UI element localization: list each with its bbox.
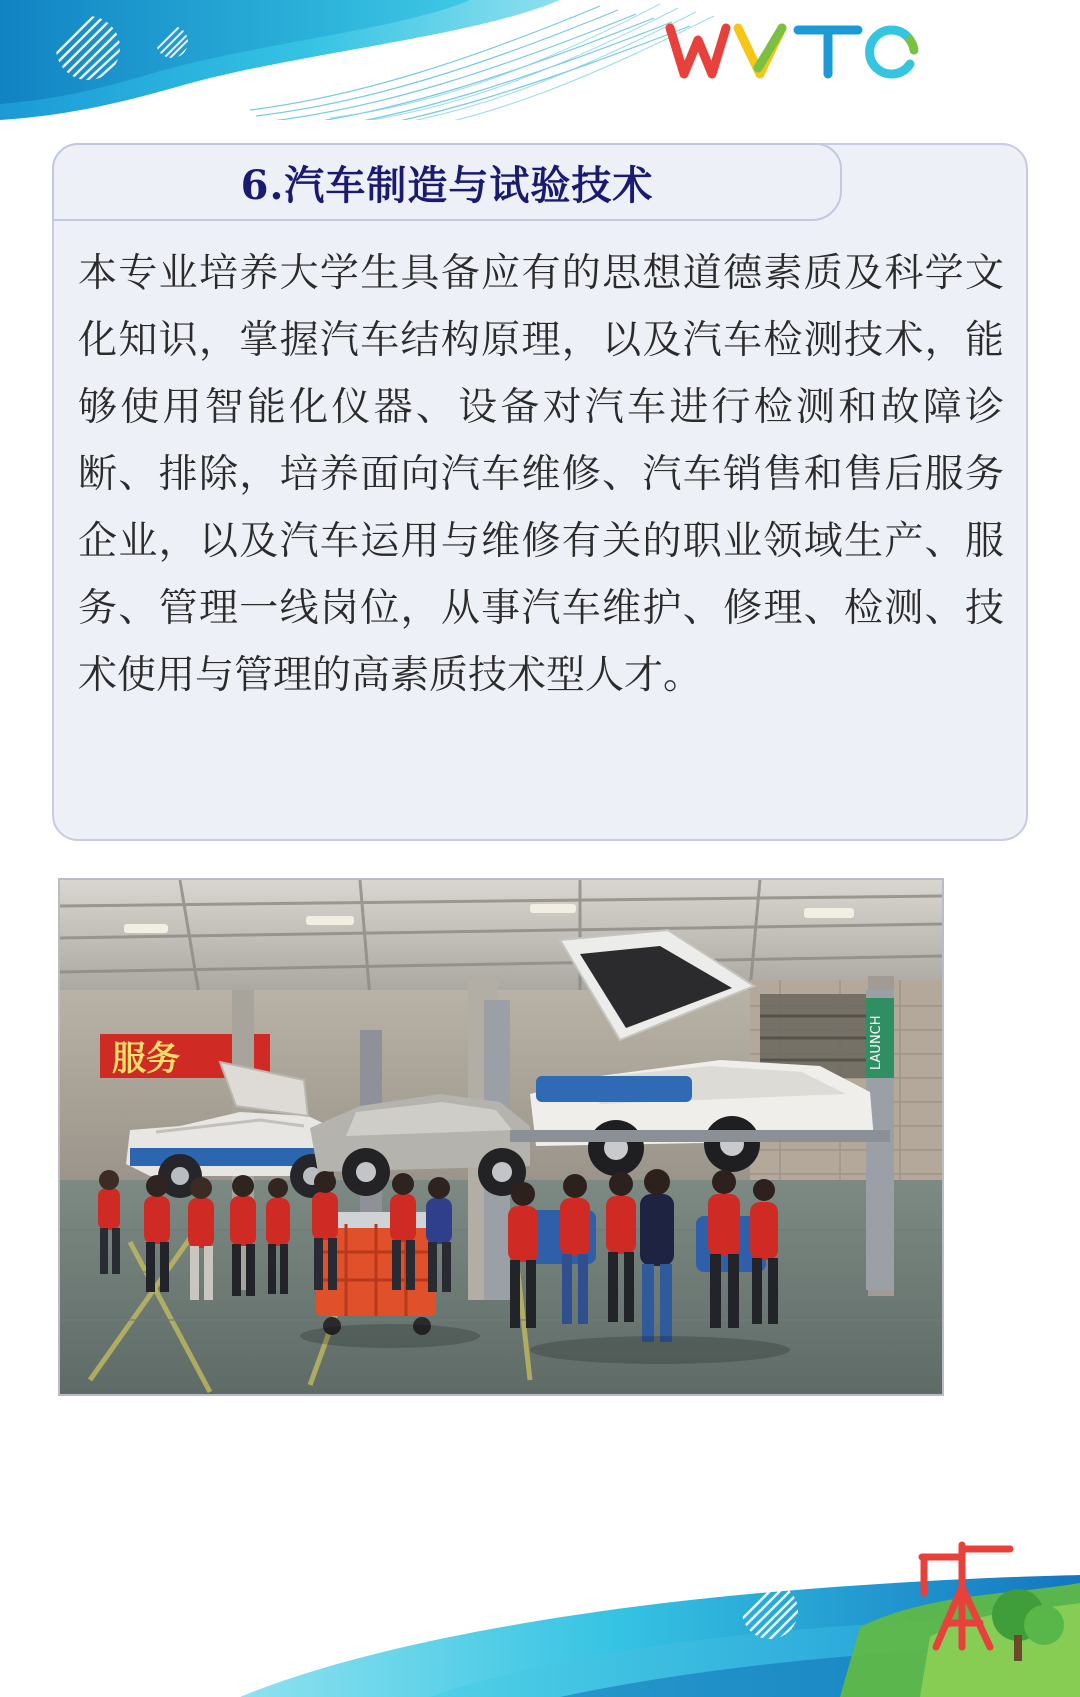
banner-text: 服务	[112, 1039, 180, 1079]
lift-brand-text: LAUNCH	[869, 1015, 884, 1070]
page-header	[0, 0, 1080, 120]
workshop-photo	[58, 878, 944, 1396]
page-footer	[0, 1397, 1080, 1697]
workshop-photo-illustration	[60, 880, 942, 1394]
page-title: 6.汽车制造与试验技术	[240, 161, 654, 209]
footer-wave-decoration	[0, 1397, 1080, 1697]
wvtc-logo	[662, 16, 962, 86]
section-body-text: 本专业培养大学生具备应有的思想道德素质及科学文化知识，掌握汽车结构原理，以及汽车检测技术，能够使用智能化仪器、设备对汽车进行检测和故障诊断、排除，培养面向汽车维修、汽车销售和售后服务企业，以及汽车运用与维修有关的职业领域生产、服务、管理一线岗位，从事汽车维护、修理、检测、技术使用与管理的高素质技术型人才。	[78, 251, 1004, 699]
section-title-plate	[52, 143, 842, 221]
